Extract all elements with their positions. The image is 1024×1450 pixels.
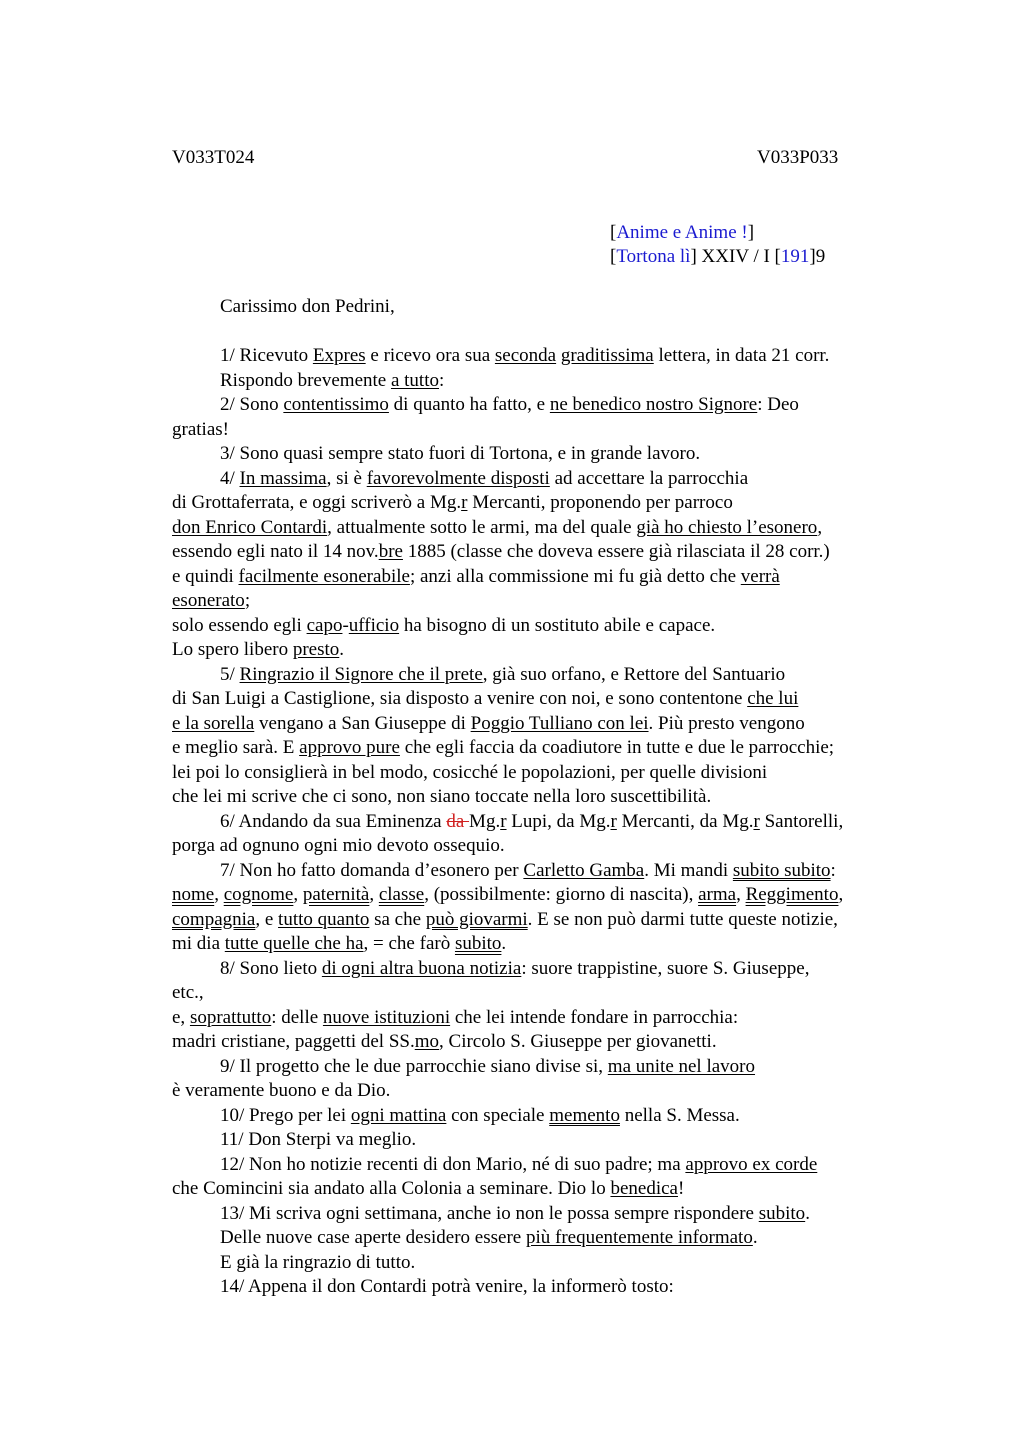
letter-body — [172, 344, 912, 1300]
paragraph-2-line: gratias! — [172, 418, 229, 440]
paragraph-8-line: madri cristiane, paggetti del SS.mo, Circolo S. Giuseppe per giovanetti. — [172, 1031, 717, 1052]
paragraph-12-line: 12/ Non ho notizie recenti di don Mario, né di suo padre; ma approvo ex corde — [220, 1153, 818, 1175]
paragraph-5-line: e meglio sarà. E approvo pure che egli faccia da coadiutore in tutte e due le parrocchie; — [172, 737, 835, 758]
paragraph-6-line: 6/ Andando da sua Eminenza da Mg.r Lupi, da Mg.r Mercanti, da Mg.r Santorelli, — [220, 810, 844, 832]
paragraph-7-line: 7/ Non ho fatto domanda d’esonero per Carletto Gamba. Mi mandi subito subito: — [220, 859, 836, 881]
salutation: Carissimo don Pedrini, — [220, 296, 395, 317]
paragraph-8-line: 8/ Sono lieto di ogni altra buona notizia: suore trappistine, suore S. Giuseppe, — [220, 957, 810, 979]
paragraph-9-line: è veramente buono e da Dio. — [172, 1080, 391, 1101]
paragraph-11-line: 11/ Don Sterpi va meglio. — [220, 1129, 417, 1150]
paragraph-9-line: 9/ Il progetto che le due parrocchie siano divise si, ma unite nel lavoro — [220, 1055, 756, 1077]
paragraph-4-line: essendo egli nato il 14 nov.bre 1885 (classe che doveva essere già rilasciata il 28 corr.) — [172, 541, 830, 562]
letter-date: [Tortona lì] XXIV / I [191]9 — [610, 246, 826, 267]
paragraph-7-line: mi dia tutte quelle che ha, = che farò subito. — [172, 933, 507, 954]
paragraph-6-line: porga ad ognuno ogni mio devoto ossequio. — [172, 835, 505, 856]
paragraph-5-line: 5/ Ringrazio il Signore che il prete, già suo orfano, e Rettore del Santuario — [220, 663, 786, 685]
paragraph-5-line: che lei mi scrive che ci sono, non siano toccate nella loro suscettibilità. — [172, 786, 712, 807]
paragraph-13-line: Delle nuove case aperte desidero essere più frequentemente informato. — [220, 1227, 758, 1248]
paragraph-2-line: 2/ Sono contentissimo di quanto ha fatto, e ne benedico nostro Signore: Deo — [220, 394, 799, 415]
deleted-text: da — [446, 810, 470, 832]
paragraph-1-line: Rispondo brevemente a tutto: — [220, 369, 445, 391]
paragraph-4-line: 4/ In massima, si è favorevolmente disposti ad accettare la parrocchia — [220, 467, 749, 489]
paragraph-10-line: 10/ Prego per lei ogni mattina con speciale memento nella S. Messa. — [220, 1104, 740, 1126]
paragraph-13-line: E già la ringrazio di tutto. — [220, 1251, 416, 1273]
document-code-left: V033T024 — [172, 147, 255, 168]
paragraph-4-line: di Grottaferrata, e oggi scriverò a Mg.r Mercanti, proponendo per parroco — [172, 492, 733, 513]
paragraph-13-line: 13/ Mi scriva ogni settimana, anche io non le possa sempre rispondere subito. — [220, 1202, 810, 1224]
paragraph-4-line: solo essendo egli capo-ufficio ha bisogno di un sostituto abile e capace. — [172, 614, 716, 636]
paragraph-8-line: e, soprattutto: delle nuove istituzioni che lei intende fondare in parrocchia: — [172, 1006, 739, 1028]
paragraph-3-line: 3/ Sono quasi sempre stato fuori di Tortona, e in grande lavoro. — [220, 443, 701, 464]
paragraph-12-line: che Comincini sia andato alla Colonia a seminare. Dio lo benedica! — [172, 1178, 685, 1199]
paragraph-1-line: 1/ Ricevuto Expres e ricevo ora sua seconda graditissima lettera, in data 21 corr. — [220, 345, 830, 366]
paragraph-4-line: Lo spero libero presto. — [172, 639, 345, 660]
paragraph-14-line: 14/ Appena il don Contardi potrà venire, la informerò tosto: — [220, 1276, 674, 1297]
paragraph-7-line: nome, cognome, paternità, classe, (possibilmente: giorno di nascita), arma, Reggimento, — [172, 884, 844, 905]
paragraph-4-line: esonerato; — [172, 590, 251, 611]
paragraph-5-line: lei poi lo consiglierà in bel modo, cosicché le popolazioni, per quelle divisioni — [172, 761, 768, 783]
paragraph-8-line: etc., — [172, 982, 204, 1003]
paragraph-7-line: compagnia, e tutto quanto sa che può giovarmi. E se non può darmi tutte queste notizie, — [172, 908, 838, 930]
paragraph-4-line: e quindi facilmente esonerabile; anzi alla commissione mi fu già detto che verrà — [172, 565, 780, 587]
paragraph-5-line: e la sorella vengano a San Giuseppe di Poggio Tulliano con lei. Più presto vengono — [172, 712, 805, 734]
letter-title: [Anime e Anime !] — [610, 222, 755, 243]
paragraph-4-line: don Enrico Contardi, attualmente sotto le armi, ma del quale già ho chiesto l’esonero, — [172, 516, 823, 538]
paragraph-5-line: di San Luigi a Castiglione, sia disposto a venire con noi, e sono contentone che lui — [172, 688, 799, 709]
document-code-right: V033P033 — [757, 147, 839, 168]
